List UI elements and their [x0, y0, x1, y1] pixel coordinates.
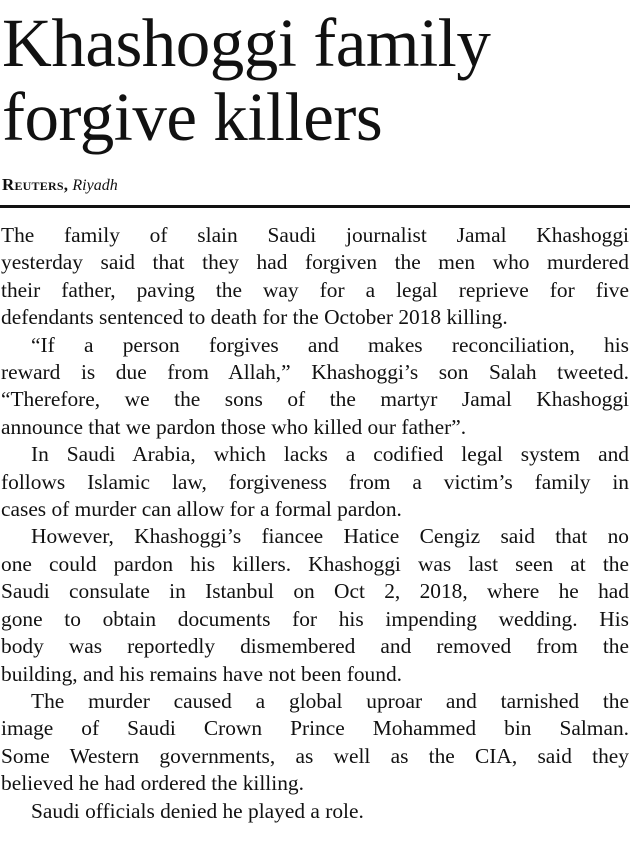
text-line: follows Islamic law, forgiveness from a victim’s family in: [1, 469, 629, 494]
paragraph: [1, 332, 629, 442]
text-line: yesterday said that they had forgiven the men who murdered: [1, 250, 629, 275]
byline-divider: [0, 205, 630, 208]
paragraph: [1, 222, 629, 332]
text-line: announce that we pardon those who killed our father”.: [1, 414, 467, 439]
text-line: The murder caused a global uproar and tarnished the: [31, 688, 629, 713]
paragraph: [1, 688, 629, 798]
headline-line: Khashoggi family: [2, 5, 491, 81]
headline: [2, 6, 628, 154]
text-line: The family of slain Saudi journalist Jamal Khashoggi: [1, 223, 629, 247]
text-line: image of Saudi Crown Prince Mohammed bin Salman.: [1, 716, 629, 741]
text-line: reward is due from Allah,” Khashoggi’s son Salah tweeted.: [1, 360, 629, 385]
text-line: “Therefore, we the sons of the martyr Jamal Khashoggi: [1, 387, 629, 412]
paragraph: [1, 798, 629, 825]
byline-agency: Reuters,: [2, 175, 69, 194]
text-line: their father, paving the way for a legal reprieve for five: [1, 277, 629, 302]
text-line: Saudi consulate in Istanbul on Oct 2, 2018, where he had: [1, 579, 629, 604]
text-line: believed he had ordered the killing.: [1, 771, 304, 796]
text-line: Saudi officials denied he played a role.: [31, 798, 364, 823]
text-line: one could pardon his killers. Khashoggi was last seen at the: [1, 551, 629, 576]
byline-place: Riyadh: [72, 177, 118, 194]
byline: [2, 174, 118, 197]
paragraph: [1, 441, 629, 523]
headline-line: forgive killers: [2, 79, 383, 155]
text-line: However, Khashoggi’s fiancee Hatice Cengiz said that no: [31, 524, 629, 549]
text-line: cases of murder can allow for a formal pardon.: [1, 497, 402, 522]
text-line: body was reportedly dismembered and removed from the: [1, 634, 629, 659]
text-line: building, and his remains have not been found.: [1, 661, 402, 686]
text-line: Some Western governments, as well as the CIA, said they: [1, 743, 629, 768]
paragraph: [1, 523, 629, 687]
text-line: defendants sentenced to death for the October 2018 killing.: [1, 305, 508, 330]
text-line: “If a person forgives and makes reconciliation, his: [31, 332, 629, 357]
text-line: In Saudi Arabia, which lacks a codified legal system and: [31, 442, 629, 467]
text-line: gone to obtain documents for his impending wedding. His: [1, 606, 629, 631]
article-body: [1, 222, 629, 825]
